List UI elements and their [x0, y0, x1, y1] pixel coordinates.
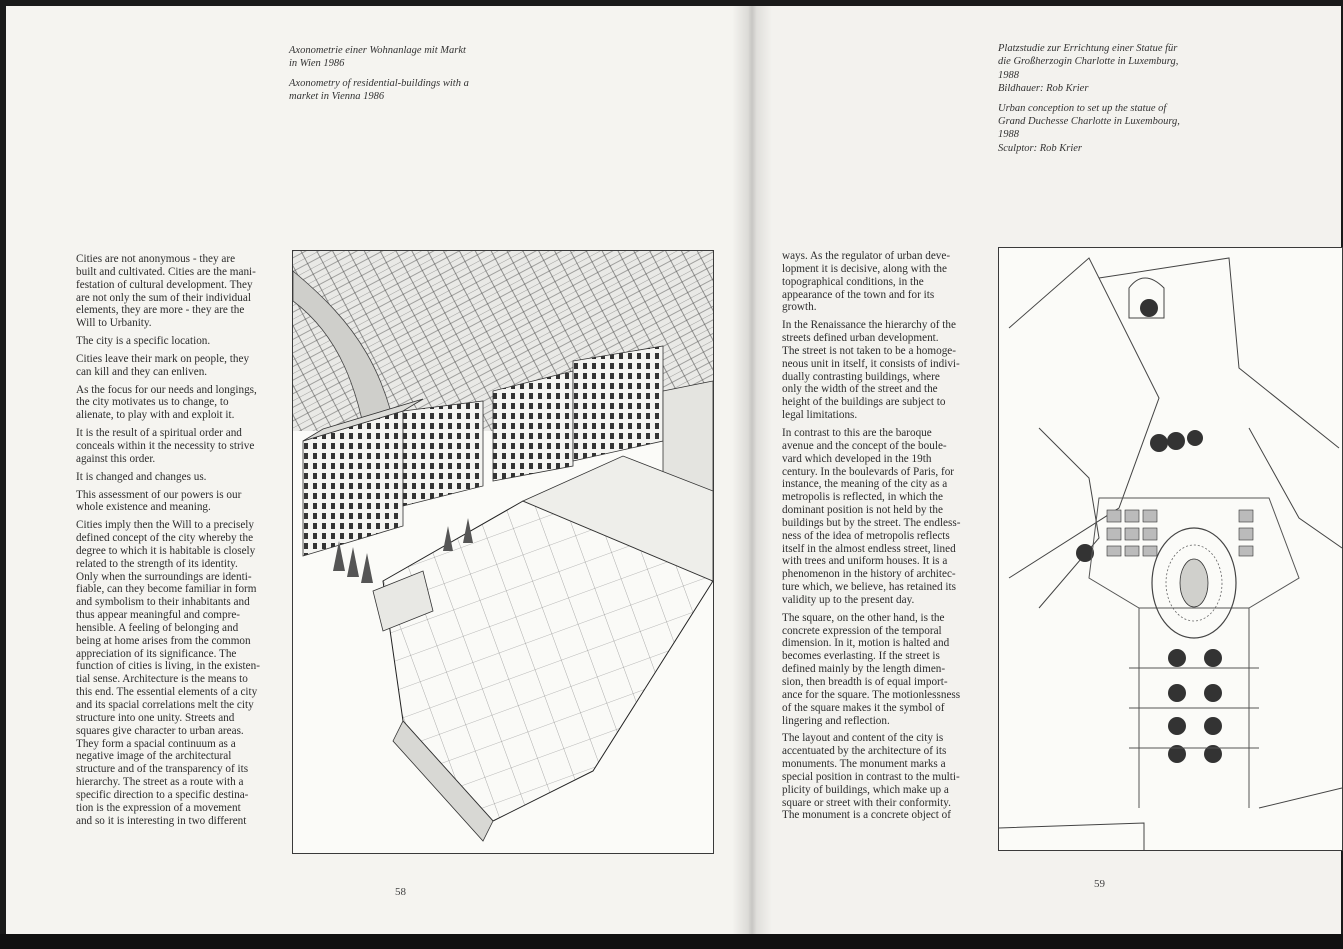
page-number: 58 [395, 886, 406, 898]
caption-german: Platzstudie zur Errichtung einer Statue für die Großherzogin Charlotte in Luxemburg, 1988 Bildhauer: Rob Krier [998, 43, 1179, 95]
right-page [749, 6, 1341, 934]
site-plan-drawing [998, 247, 1343, 851]
page-number: 59 [1094, 878, 1105, 890]
axonometry-drawing [292, 250, 714, 854]
paragraph: The square, on the other hand, is the concrete expression of the temporal dimension. In it, motion is halted and becomes everlasting. If the street is defined mainly by the length dimen- sion, then breadth is of equal import- ance for the square. The motionlessness of the square makes it the symbol of lingering and reflection. [782, 611, 961, 727]
paragraph: This assessment of our powers is our whole existence and meaning. [76, 488, 242, 514]
paragraph: The city is a specific location. [76, 335, 211, 348]
paragraph: In the Renaissance the hierarchy of the streets defined urban development. The street is not taken to be a homoge- neous unit in itself, it consists of indivi- dually contrasting buildings, where only the width of the street and the height of the buildings are subject to legal limitations. [782, 319, 960, 422]
left-body-text [76, 253, 282, 832]
scan-bottom-edge [0, 934, 1343, 949]
figure-caption-luxembourg [998, 42, 1213, 161]
caption-german: Axonometrie einer Wohnanlage mit Markt in Wien 1986 [289, 45, 466, 70]
right-body-text [782, 250, 984, 827]
caption-english: Axonometry of residential-buildings with a market in Vienna 1986 [289, 77, 469, 103]
building-block-center [403, 401, 483, 506]
tree-symbol [1140, 299, 1158, 317]
paragraph: It is changed and changes us. [76, 470, 207, 483]
paragraph: As the focus for our needs and longings, the city motivates us to change, to alienate, to play with and exploit it. [76, 383, 257, 422]
left-page [6, 6, 749, 934]
paragraph: Cities leave their mark on people, they can kill and they can enliven. [76, 352, 250, 378]
paragraph: In contrast to this are the baroque avenue and the concept of the boule- vard which developed in the 19th century. In the boulevards of Paris, for instance, the meaning of the city as a metropolis is reflected, in which the dominant position is not held by the buildings but by the street. The endless- ness of the idea of metropolis reflects itself in the almost endless street, lined with trees and uniform houses. It is a phenomenon in the history of architec- ture which, we believe, has retained its validity up to the present day. [782, 426, 961, 606]
caption-english: Urban conception to set up the statue of Grand Duchesse Charlotte in Luxembourg, 1988 Sculptor: Rob Krier [998, 102, 1180, 154]
paragraph: Cities imply then the Will to a precisely defined concept of the city whereby the degree to which it is habitable is closely related to the strength of its identity. Only when the surroundings are identi- fiable, can they become familiar in form and symbolism to their inhabitants and thus appear meaningful and compre- hensible. A feeling of belonging and being at home arises from the common appreciation of its significance. The function of cities is living, in the existen- tial sense. Architecture is the means to this end. The essential elements of a city and its spacial correlations melt the city structure into one unity. Streets and squares give character to urban areas. They form a spacial continuum as a negative image of the architectural structure and of the transparency of its hierarchy. The street as a route with a specific direction to a specific destina- tion is the expression of a movement and so it is interesting in two different [76, 519, 260, 827]
building-blocks [1107, 510, 1253, 556]
paragraph: Cities are not anonymous - they are built and cultivated. Cities are the mani- festation of cultural development. They are not only the sum of their individual elements, they are more - they are the Will to Urbanity. [76, 253, 256, 330]
figure-caption-vienna [289, 44, 519, 110]
paragraph: It is the result of a spiritual order and conceals within it the necessity to strive against this order. [76, 427, 255, 465]
building-block-east [573, 346, 663, 461]
paragraph: The layout and content of the city is accentuated by the architecture of its monuments. The monument marks a special position in contrast to the multi- plicity of buildings, which make up a square or street with their conformity. The monument is a concrete object of [782, 732, 960, 822]
paragraph: ways. As the regulator of urban deve- lopment it is decisive, along with the topographical conditions, in the appearance of the town and for its growth. [782, 250, 951, 314]
square-plan [1089, 498, 1299, 808]
statue-base [1180, 559, 1208, 607]
